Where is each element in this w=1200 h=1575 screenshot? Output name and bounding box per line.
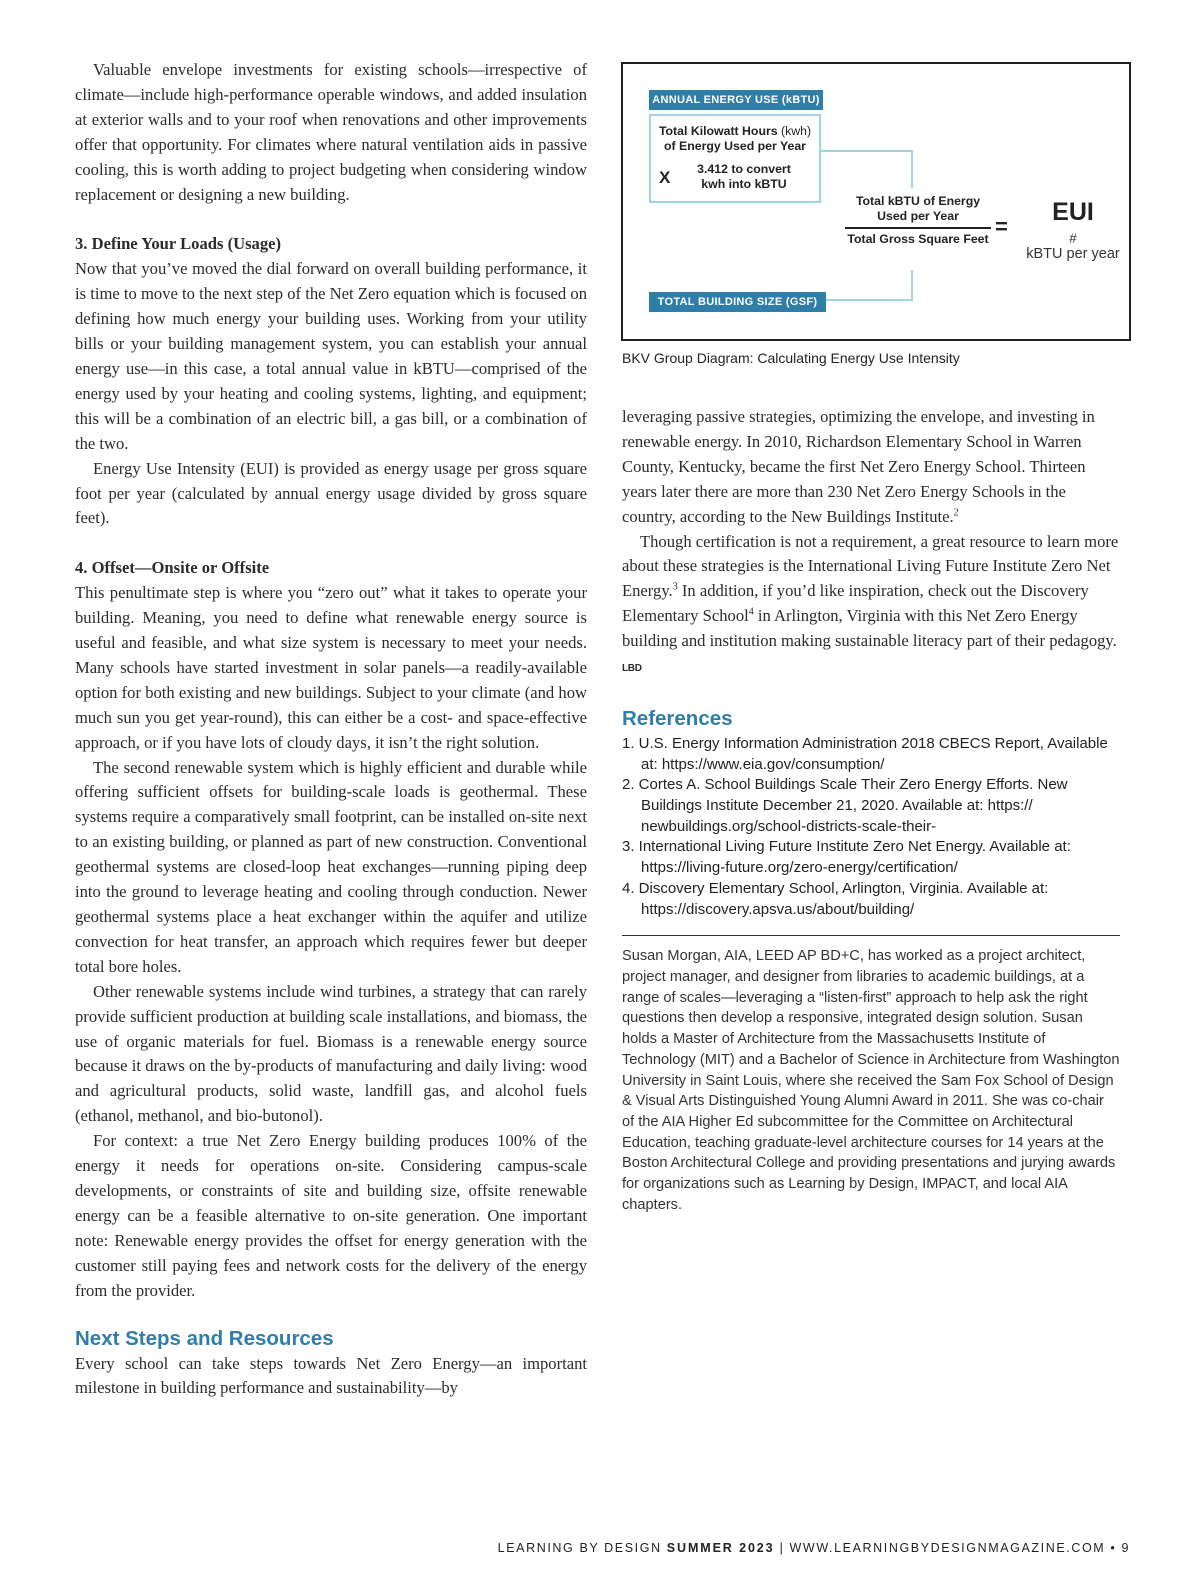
- reference-item: 1. U.S. Energy Information Administration 2018 CBECS Report, Available at: https://www.eia.gov/consumption/: [622, 734, 1108, 773]
- right-column: [622, 405, 1120, 1215]
- fraction-denominator: Total Gross Square Feet: [847, 232, 989, 246]
- fraction-bar: [845, 227, 991, 229]
- references-list: [622, 734, 1120, 920]
- body-paragraph: The second renewable system which is highly efficient and durable while offering sufficient offsets for building-scale loads is geothermal. These systems require a comparatively small footprint, can be installed on-site next to an existing building, or planned as part of new construction. Conventional geothermal systems are closed-loop heat exchanges—running piping deep into the ground to leverage heating and cooling through conduction. Newer geothermal systems place a heat exchanger within the aquifer and utilize convection for heat transfer, an approach which requires fewer but deeper total bore holes.: [75, 757, 587, 976]
- kwh-label-bold: Total Kilowatt Hours: [658, 124, 778, 138]
- kwh-label-line2: of Energy Used per Year: [664, 139, 806, 153]
- diagram-caption: BKV Group Diagram: Calculating Energy Use Intensity: [622, 350, 960, 366]
- body-paragraph: Energy Use Intensity (EUI) is provided as energy usage per gross square foot per year (calculated by annual energy usage divided by gross square feet).: [75, 458, 587, 528]
- eui-unit: kBTU per year: [1026, 246, 1120, 262]
- kwh-label: [649, 124, 821, 154]
- author-bio: Susan Morgan, AIA, LEED AP BD+C, has worked as a project architect, project manager, and designer from libraries to academic buildings, at a range of scales—leveraging a “listen-first” approach to help ask the right questions then develop a responsive, integrated design solution. Susan holds a Master of Architecture from the Massachusetts Institute of Technology (MIT) and a Bachelor of Science in Architecture from Washington University in Saint Louis, where she received the Sam Fox School of Design & Visual Arts Distinguished Young Alumni Award in 2011. She was co-chair of the AIA Higher Ed subcommittee for the Committee on Architectural Education, teaching graduate-level architecture courses for 14 years at the Boston Architectural College and providing presentations and jurying awards for organizations such as Learning by Design, IMPACT, and local AIA chapters.: [622, 948, 1120, 1213]
- convert-text: 3.412 to convert kwh into kBTU: [697, 162, 791, 191]
- total-building-size-label: TOTAL BUILDING SIZE (GSF): [649, 292, 826, 312]
- footer-magazine: LEARNING BY DESIGN: [497, 1541, 667, 1555]
- left-column: [75, 58, 587, 1401]
- footer-site-page: | WWW.LEARNINGBYDESIGNMAGAZINE.COM • 9: [774, 1541, 1130, 1555]
- footnote-ref: 3: [672, 581, 678, 593]
- body-paragraph: [622, 530, 1120, 682]
- eui-title: EUI: [1052, 198, 1094, 226]
- page-footer: [498, 1541, 1130, 1555]
- body-paragraph: This penultimate step is where you “zero out” what it takes to operate your building. Meaning, you need to define what renewable energy source is useful and feasible, and what size system is necessary to meet your needs. Many schools have started investment in solar panels—a readily-available option for both existing and new buildings. Subject to your climate (and how much sun you get year-round), this can either be a cost- and space-effective approach, or if you have lots of cloudy days, it isn’t the right solution.: [75, 583, 587, 752]
- connector-line: [911, 270, 913, 301]
- paragraph-text: in Arlington, Virginia with this Net Zero Energy building and institution making sustainable literacy part of their pedagogy.: [622, 606, 1117, 651]
- eui-hash: #: [1069, 231, 1077, 246]
- section-heading-offset: 4. Offset—Onsite or Offsite: [75, 558, 270, 578]
- reference-item: 4. Discovery Elementary School, Arlington, Virginia. Available at: https://discovery.apsva.us/about/building/: [622, 879, 1049, 918]
- next-steps-heading: Next Steps and Resources: [75, 1326, 334, 1350]
- paragraph-text: leveraging passive strategies, optimizing the envelope, and investing in renewable energy. In 2010, Richardson Elementary School in Warren County, Kentucky, became the first Net Zero Energy School. Thirteen years later there are more than 230 Net Zero Energy Schools in the country, according to the New Buildings Institute.: [622, 407, 1095, 526]
- section-heading-define-loads: 3. Define Your Loads (Usage): [75, 234, 282, 254]
- body-paragraph: Other renewable systems include wind turbines, a strategy that can rarely provide sufficient production at building scale installations, and biomass, the use of organic materials for fuel. Biomass is a renewable energy source because it draws on the by-products of manufacturing and daily living: wood and agricultural products, solid waste, landfill gas, and alcohol fuels (ethanol, methanol, and bio-butonol).: [75, 981, 587, 1126]
- connector-line: [821, 150, 911, 152]
- reference-item: 2. Cortes A. School Buildings Scale Their Zero Energy Efforts. New Buildings Institute December 21, 2020. Available at: https:// newbuildings.org/school-districts-scale-their-: [622, 776, 1068, 835]
- connector-line: [911, 150, 913, 188]
- body-paragraph: For context: a true Net Zero Energy building produces 100% of the energy it needs for operations on-site. Considering campus-scale developments, or constraints of site and building size, offsite renewable energy can be a feasible alternative to on-site generation. One important note: Renewable energy provides the offset for energy generation with the customer still paying fees and network costs for the delivery of the energy from the provider.: [75, 1131, 587, 1300]
- footer-issue: SUMMER 2023: [666, 1541, 775, 1555]
- annual-energy-use-label: ANNUAL ENERGY USE (kBTU): [649, 90, 823, 110]
- connector-line: [826, 299, 913, 301]
- fraction-numerator: Total kBTU of Energy Used per Year: [855, 194, 981, 223]
- footnote-ref: 2: [953, 507, 959, 519]
- equals-sign: =: [995, 214, 1008, 239]
- divider: [622, 935, 1120, 936]
- paragraph-text: Though certification is not a requirement, a great resource to learn more about these strategies is the International Living Future Institute Zero Net Energy.: [622, 531, 1119, 601]
- body-paragraph: Now that you’ve moved the dial forward on overall building performance, it is time to move to the next step of the Net Zero equation which is focused on defining how much energy your building uses. Working from your utility bills or your building management system, you can establish your annual energy use—in this case, a total annual value in kBTU—comprised of the energy used by your heating and cooling systems, lighting, and equipment; this will be a combination of an electric bill, a gas bill, or a combination of the two.: [75, 259, 587, 453]
- body-paragraph: Every school can take steps towards Net Zero Energy—an important milestone in building performance and sustainability—by: [75, 1353, 587, 1398]
- footnote-ref: 4: [748, 606, 754, 618]
- reference-item: 3. International Living Future Institute Zero Net Energy. Available at: https://living-future.org/zero-energy/certification/: [622, 838, 1071, 877]
- body-paragraph: [622, 405, 1120, 530]
- paragraph-text: In addition, if you’d like inspiration, check out the Discovery Elementary School: [622, 581, 1089, 626]
- body-paragraph: Valuable envelope investments for existing schools—irrespective of climate—include high-performance operable windows, and added insulation at exterior walls and to your roof when renovations and other improvements offer that opportunity. For climates where natural ventilation aids in passive cooling, this is worth adding to project budgeting when considering window replacement or designing a new building.: [75, 60, 587, 204]
- references-heading: References: [622, 706, 733, 730]
- kwh-unit: (kwh): [777, 124, 812, 138]
- end-mark: LBD: [622, 663, 642, 675]
- multiply-sign: X: [659, 168, 671, 187]
- eui-diagram: [621, 62, 1131, 341]
